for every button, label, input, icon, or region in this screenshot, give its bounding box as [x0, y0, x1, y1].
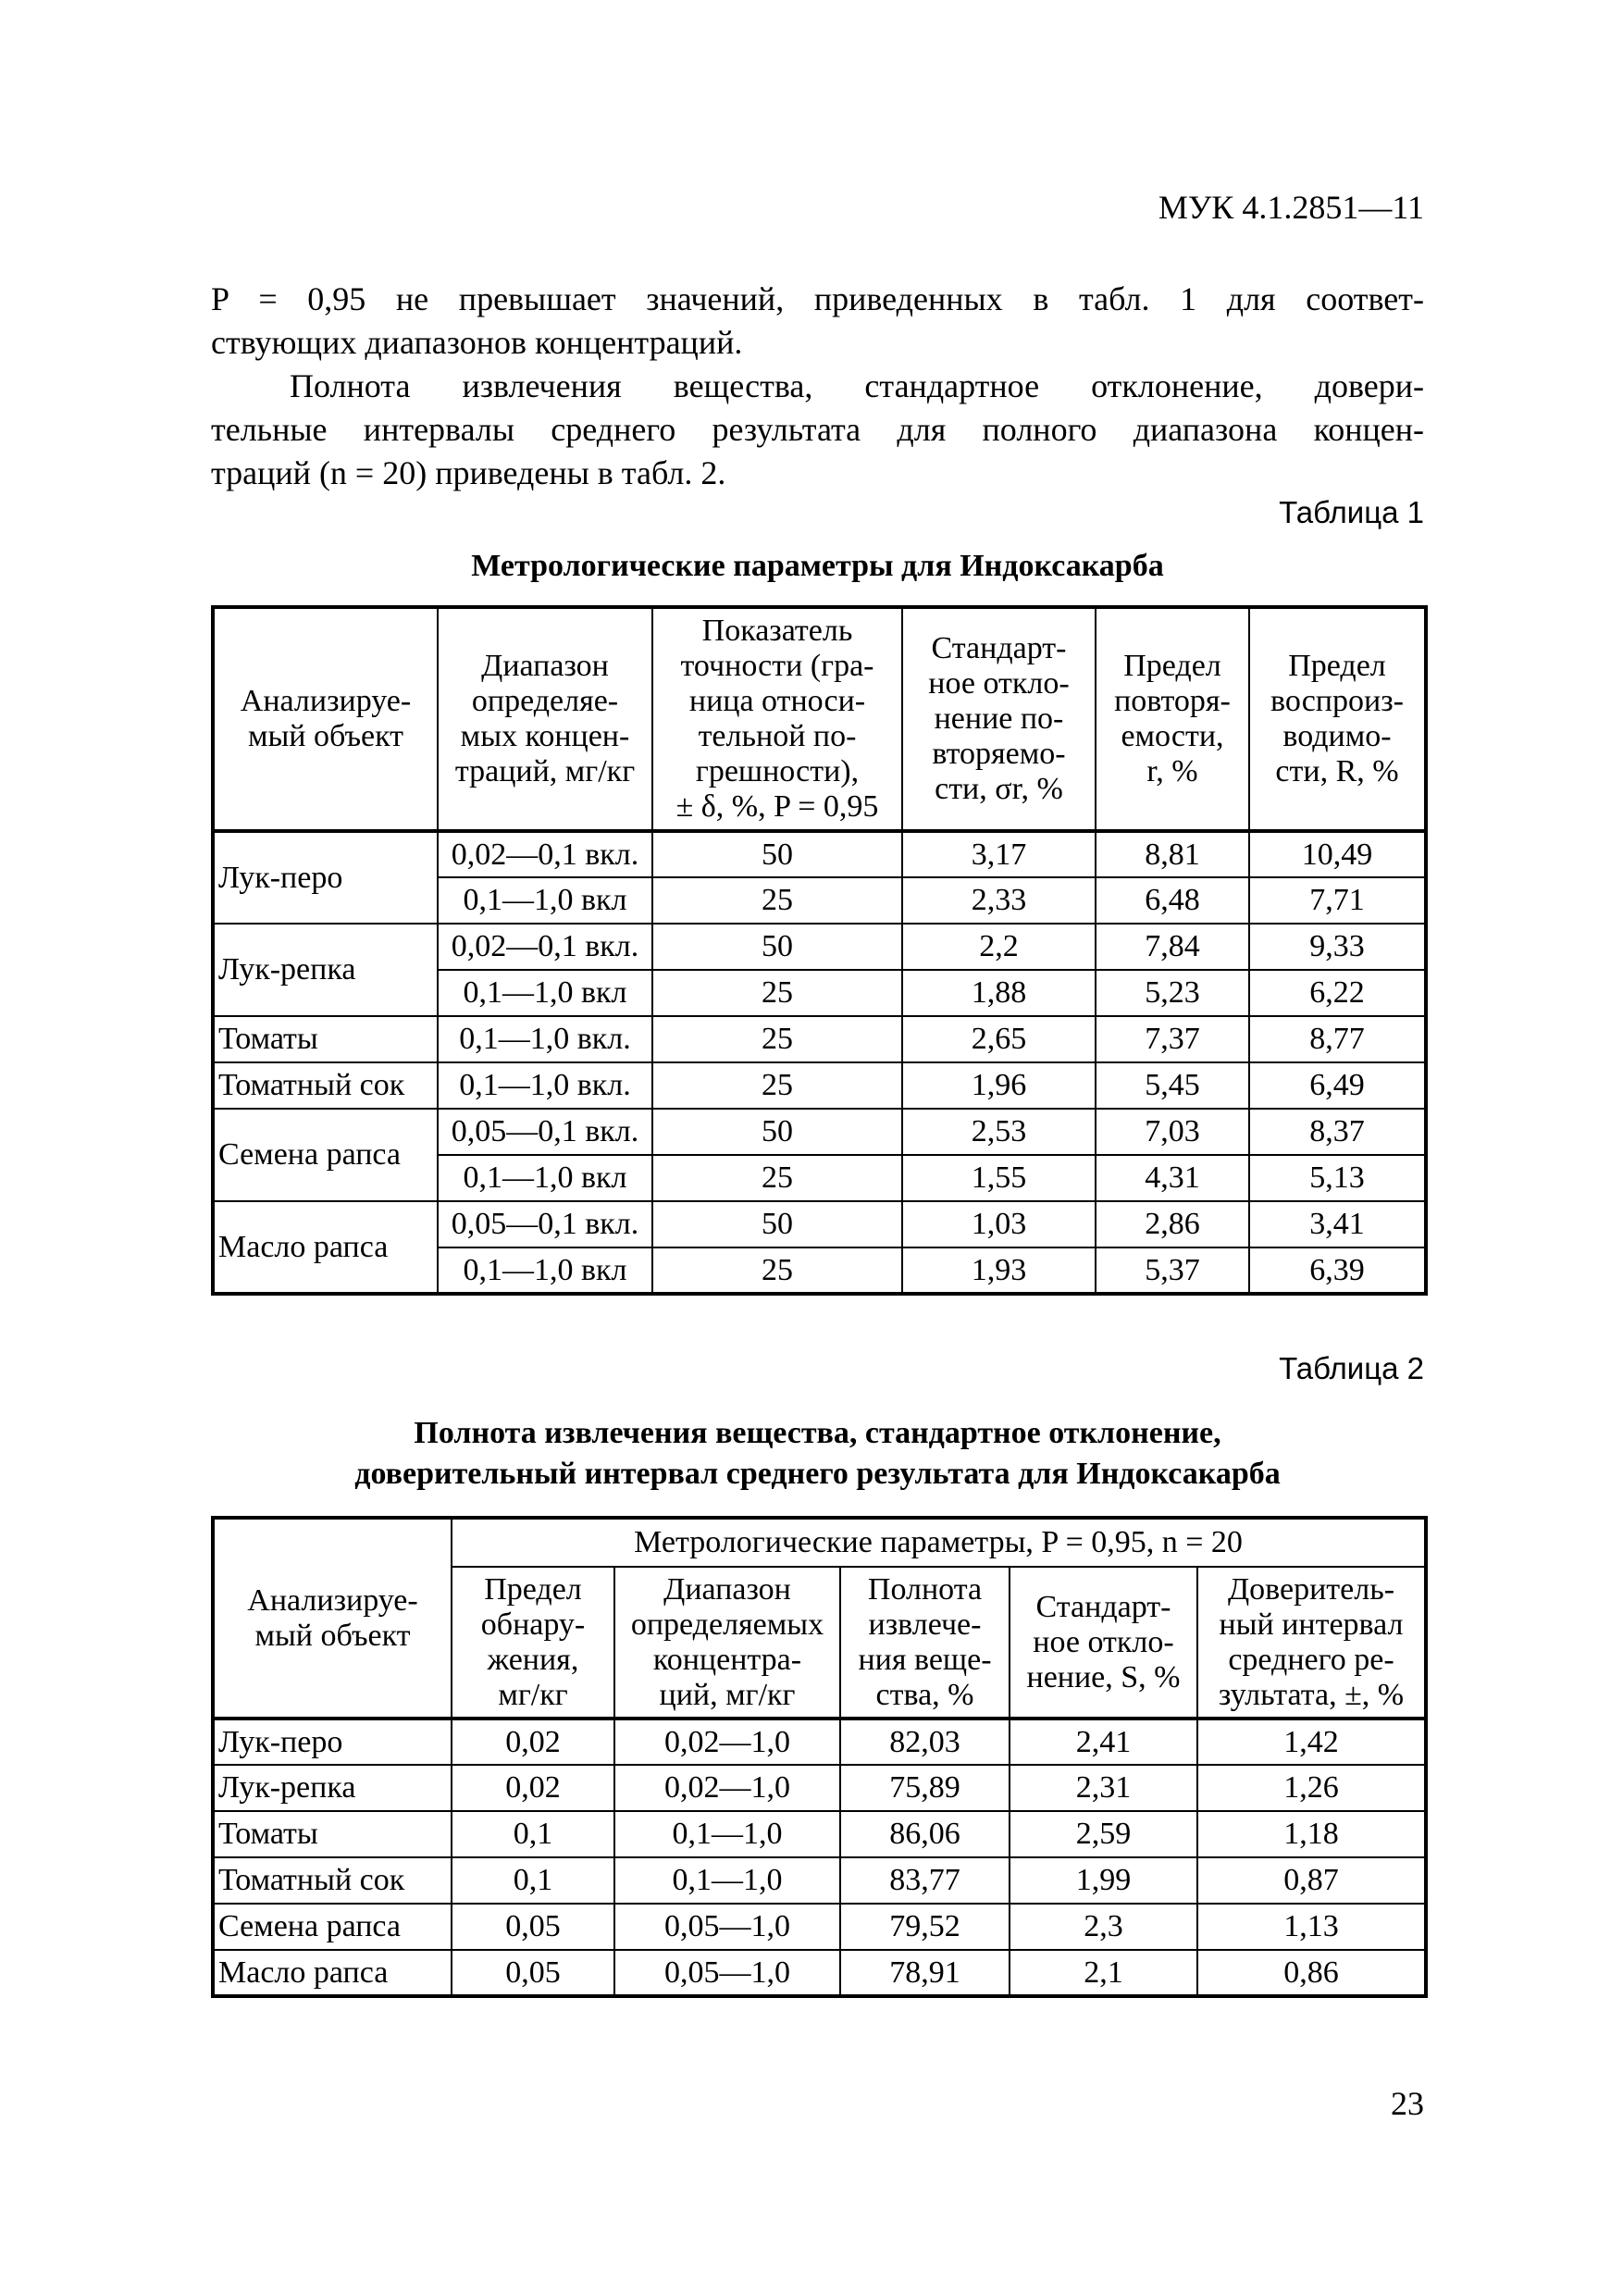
paragraph-1 — [211, 278, 1424, 365]
cell-sigma: 2,2 — [902, 924, 1096, 970]
cell-object: Лук-перо — [213, 1719, 452, 1765]
table-row — [213, 831, 1426, 877]
cell-R: 6,49 — [1249, 1062, 1426, 1109]
cell-range: 0,1—1,0 вкл. — [438, 1062, 652, 1109]
cell-confidence-interval: 1,42 — [1197, 1719, 1426, 1765]
cell-range: 0,1—1,0 вкл — [438, 1155, 652, 1201]
cell-delta: 50 — [652, 1201, 902, 1247]
cell-detection-limit: 0,05 — [452, 1950, 614, 1996]
table-row — [213, 1016, 1426, 1062]
paragraph-line: Полнота извлечения вещества, стандартное отклонение, довери- — [290, 367, 1424, 404]
cell-confidence-interval: 1,26 — [1197, 1765, 1426, 1811]
cell-confidence-interval: 1,18 — [1197, 1811, 1426, 1857]
page-number: 23 — [1391, 2085, 1424, 2122]
cell-R: 8,77 — [1249, 1016, 1426, 1062]
cell-sigma: 3,17 — [902, 831, 1096, 877]
cell-R: 9,33 — [1249, 924, 1426, 970]
cell-confidence-interval: 0,86 — [1197, 1950, 1426, 1996]
cell-r: 8,81 — [1096, 831, 1249, 877]
cell-delta: 25 — [652, 1062, 902, 1109]
table-2-label: Таблица 2 — [1279, 1351, 1424, 1385]
cell-range: 0,05—0,1 вкл. — [438, 1109, 652, 1155]
cell-r: 4,31 — [1096, 1155, 1249, 1201]
cell-sigma: 2,65 — [902, 1016, 1096, 1062]
cell-sigma: 1,03 — [902, 1201, 1096, 1247]
cell-R: 6,39 — [1249, 1247, 1426, 1294]
column-header: Предел воспроиз- водимо- сти, R, % — [1249, 607, 1426, 831]
cell-detection-limit: 0,1 — [452, 1857, 614, 1904]
table-1-label: Таблица 1 — [1279, 495, 1424, 529]
cell-R: 8,37 — [1249, 1109, 1426, 1155]
cell-detection-limit: 0,05 — [452, 1904, 614, 1950]
cell-sigma: 1,96 — [902, 1062, 1096, 1109]
cell-r: 5,45 — [1096, 1062, 1249, 1109]
column-header: Диапазон определяе- мых концен- траций, мг/кг — [438, 607, 652, 831]
cell-range: 0,02—1,0 — [614, 1719, 840, 1765]
table-row — [213, 1201, 1426, 1247]
cell-recovery: 79,52 — [840, 1904, 1010, 1950]
table-row — [213, 1109, 1426, 1155]
table-2-title-line: доверительный интервал среднего результата для Индоксакарба — [354, 1457, 1281, 1491]
column-header: Показатель точности (гра- ница относи- тельной по- грешности), ± δ, %, P = 0,95 — [652, 607, 902, 831]
cell-delta: 25 — [652, 1247, 902, 1294]
column-header: Полнота извлече- ния веще- ства, % — [840, 1567, 1010, 1719]
cell-std-dev: 2,41 — [1010, 1719, 1197, 1765]
paragraph-line: P = 0,95 не превышает значений, приведенных в табл. 1 для соответ- — [211, 280, 1424, 317]
table-2-title — [211, 1413, 1424, 1495]
cell-range: 0,05—1,0 — [614, 1904, 840, 1950]
cell-recovery: 82,03 — [840, 1719, 1010, 1765]
cell-detection-limit: 0,1 — [452, 1811, 614, 1857]
cell-r: 2,86 — [1096, 1201, 1249, 1247]
document-code-header: МУК 4.1.2851—11 — [1158, 189, 1424, 226]
cell-delta: 25 — [652, 1155, 902, 1201]
metrology-table-2 — [211, 1516, 1428, 1998]
cell-range: 0,1—1,0 вкл — [438, 877, 652, 924]
cell-delta: 25 — [652, 1016, 902, 1062]
cell-r: 7,37 — [1096, 1016, 1249, 1062]
cell-detection-limit: 0,02 — [452, 1765, 614, 1811]
cell-confidence-interval: 1,13 — [1197, 1904, 1426, 1950]
cell-std-dev: 2,31 — [1010, 1765, 1197, 1811]
cell-recovery: 75,89 — [840, 1765, 1010, 1811]
cell-object: Томаты — [213, 1016, 438, 1062]
cell-r: 5,23 — [1096, 970, 1249, 1016]
cell-range: 0,1—1,0 вкл. — [438, 1016, 652, 1062]
cell-range: 0,02—0,1 вкл. — [438, 831, 652, 877]
cell-object: Семена рапса — [213, 1904, 452, 1950]
cell-object: Томатный сок — [213, 1062, 438, 1109]
cell-std-dev: 2,59 — [1010, 1811, 1197, 1857]
cell-r: 7,03 — [1096, 1109, 1249, 1155]
table-row — [213, 1811, 1426, 1857]
cell-range: 0,1—1,0 вкл — [438, 1247, 652, 1294]
table-2-title-line: Полнота извлечения вещества, стандартное отклонение, — [414, 1416, 1221, 1450]
cell-std-dev: 2,1 — [1010, 1950, 1197, 1996]
cell-object: Масло рапса — [213, 1950, 452, 1996]
paragraph-2 — [211, 365, 1424, 495]
cell-recovery: 86,06 — [840, 1811, 1010, 1857]
group-header: Метрологические параметры, P = 0,95, n = 20 — [452, 1518, 1426, 1567]
cell-sigma: 2,33 — [902, 877, 1096, 924]
cell-delta: 50 — [652, 831, 902, 877]
table-row — [213, 1062, 1426, 1109]
cell-object: Томаты — [213, 1811, 452, 1857]
cell-delta: 50 — [652, 1109, 902, 1155]
cell-object: Лук-перо — [213, 831, 438, 924]
cell-object: Лук-репка — [213, 1765, 452, 1811]
cell-sigma: 1,55 — [902, 1155, 1096, 1201]
cell-sigma: 1,88 — [902, 970, 1096, 1016]
cell-sigma: 2,53 — [902, 1109, 1096, 1155]
table-row — [213, 924, 1426, 970]
cell-confidence-interval: 0,87 — [1197, 1857, 1426, 1904]
cell-range: 0,1—1,0 — [614, 1811, 840, 1857]
cell-R: 6,22 — [1249, 970, 1426, 1016]
cell-object: Томатный сок — [213, 1857, 452, 1904]
cell-object: Семена рапса — [213, 1109, 438, 1201]
table-1-title: Метрологические параметры для Индоксакарба — [471, 549, 1164, 583]
cell-object: Лук-репка — [213, 924, 438, 1016]
cell-range: 0,05—0,1 вкл. — [438, 1201, 652, 1247]
column-header: Стандарт- ное откло- нение по- вторяемо- сти, σr, % — [902, 607, 1096, 831]
column-header: Стандарт- ное откло- нение, S, % — [1010, 1567, 1197, 1719]
cell-R: 3,41 — [1249, 1201, 1426, 1247]
paragraph-line: ствующих диапазонов концентраций. — [211, 324, 743, 361]
cell-object: Масло рапса — [213, 1201, 438, 1294]
column-header: Предел повторя- емости, r, % — [1096, 607, 1249, 831]
column-header: Анализируе- мый объект — [213, 1518, 452, 1719]
paragraph-line: тельные интервалы среднего результата для полного диапазона концен- — [211, 411, 1424, 448]
table-row — [213, 1857, 1426, 1904]
metrology-table-1 — [211, 605, 1428, 1296]
cell-delta: 25 — [652, 877, 902, 924]
cell-detection-limit: 0,02 — [452, 1719, 614, 1765]
cell-R: 7,71 — [1249, 877, 1426, 924]
paragraph-line: траций (n = 20) приведены в табл. 2. — [211, 454, 726, 491]
cell-std-dev: 1,99 — [1010, 1857, 1197, 1904]
table-row — [213, 1950, 1426, 1996]
table-row — [213, 1719, 1426, 1765]
cell-r: 7,84 — [1096, 924, 1249, 970]
column-header: Диапазон определяемых концентра- ций, мг/кг — [614, 1567, 840, 1719]
table-row — [213, 1904, 1426, 1950]
cell-delta: 25 — [652, 970, 902, 1016]
cell-recovery: 78,91 — [840, 1950, 1010, 1996]
cell-range: 0,02—0,1 вкл. — [438, 924, 652, 970]
cell-range: 0,1—1,0 — [614, 1857, 840, 1904]
cell-recovery: 83,77 — [840, 1857, 1010, 1904]
cell-R: 10,49 — [1249, 831, 1426, 877]
cell-r: 5,37 — [1096, 1247, 1249, 1294]
cell-range: 0,1—1,0 вкл — [438, 970, 652, 1016]
cell-r: 6,48 — [1096, 877, 1249, 924]
cell-std-dev: 2,3 — [1010, 1904, 1197, 1950]
column-header: Предел обнару- жения, мг/кг — [452, 1567, 614, 1719]
table-row — [213, 1765, 1426, 1811]
cell-range: 0,02—1,0 — [614, 1765, 840, 1811]
column-header: Доверитель- ный интервал среднего ре- зультата, ±, % — [1197, 1567, 1426, 1719]
cell-delta: 50 — [652, 924, 902, 970]
cell-R: 5,13 — [1249, 1155, 1426, 1201]
column-header: Анализируе- мый объект — [213, 607, 438, 831]
cell-range: 0,05—1,0 — [614, 1950, 840, 1996]
cell-sigma: 1,93 — [902, 1247, 1096, 1294]
